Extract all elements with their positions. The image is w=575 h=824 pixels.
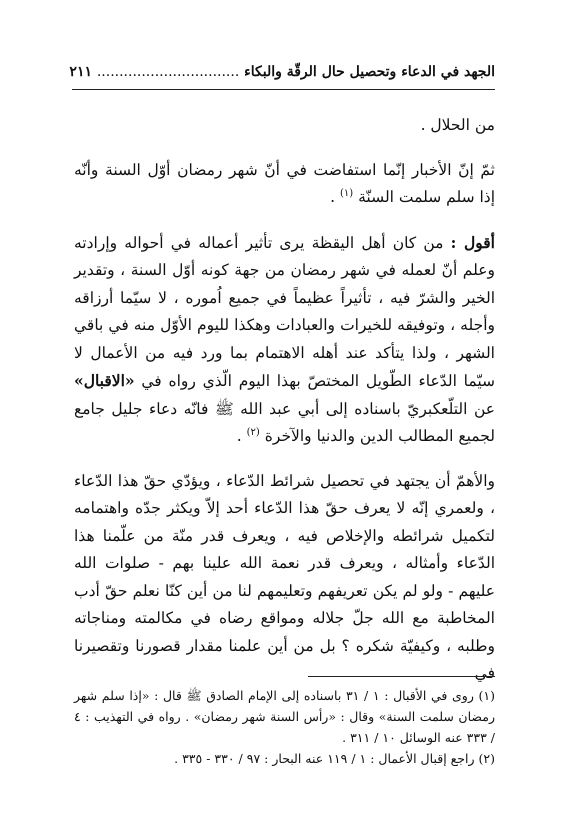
footnote-ref-2[interactable]: (٢) (246, 426, 260, 438)
paragraph-1: من الحلال . (420, 116, 495, 134)
paragraph-3 (74, 229, 495, 451)
book-title-iqbal: «الاقبال» (74, 371, 135, 390)
paragraph-3-lead: أقول : (450, 232, 495, 252)
header-leader-dots: ................................ (96, 64, 240, 80)
running-header (69, 62, 495, 82)
footnote-rule (308, 676, 495, 677)
header-rule (72, 89, 495, 90)
paragraph-2 (74, 157, 495, 212)
page-number: ٢١١ (69, 64, 92, 80)
footnote-1: (١) روى في الأقبال : ١ / ٣١ باسناده إلى الإمام الصادق ﷺ قال : «إذا سلم شهر رمضان سلمت السنة» وقال : «رأس السنة شهر رمضان» . رواه في التهذيب : ٤ / ٣٣٣ عنه الوسائل ١٠ / ٣١١ . (74, 688, 495, 745)
footnote-2: (٢) راجع إقبال الأعمال : ١ / ١١٩ عنه البحار : ٩٧ / ٣٣٠ - ٣٣٥ . (174, 751, 495, 766)
paragraph-3-text-a: من كان أهل اليقظة يرى تأثير أعماله في أحواله وإرادته وعلم أنّ لعمله في شهر رمضان من جهة كونه أوّل السنة ، وتقدير الخير والشرّ فيه ، تأثيراً عظيماً في جميع اُموره ، لا سيّما أرزاقه وأجله ، وتوفيقه للخيرات والعبادات وهكذا لليوم الأوّل منه في باقي الشهر ، ولذا يتأكد عند أهله الاهتمام بما ورد فيه من الأعمال لا سيّما الدّعاء الطّويل المختصّ بهذا اليوم الّذي رواه في (74, 233, 495, 390)
paragraph-2-text: ثمّ إنّ الأخبار إنّما استفاضت في أنّ شهر رمضان أوّل السنة وأنّه إذا سلم سلمت السنّة (74, 160, 495, 206)
paragraph-2-end: . (330, 188, 340, 206)
paragraph-3-text-b: عن التلّعكبريّ باسناده إلى أبي عبد الله ﷺ فانّه دعاء جليل جامع لجميع المطالب الدين والدنيا والآخرة (74, 399, 495, 445)
footnotes (74, 685, 495, 769)
footnote-ref-1[interactable]: (١) (340, 187, 354, 199)
main-text (74, 112, 495, 688)
paragraph-3-end: . (236, 427, 247, 445)
running-title: الجهد في الدعاء وتحصيل حال الرقّة والبكاء (244, 64, 495, 80)
paragraph-4: والأهمّ أن يجتهد في تحصيل شرائط الدّعاء ، ويؤدّي حقّ هذا الدّعاء ، ولعمري إنّه لا يعرف حقّ هذا الدّعاء أحد إلاّ ويكثر جدّه واهتمامه لتكميل شرائطه والإخلاص فيه ، ويعرف قدر منّة من علّمنا هذا الدّعاء وأمثاله ، ويعرف قدر نعمة الله علينا بهم - صلوات الله عليهم - ولو لم يكن تعريفهم وتعليمهم لنا من أين كنّا نعلم حقّ أدب المخاطبة مع الله جلّ جلاله ومواقع رضاه في مكالمته ومناجاته وطلبه ، وكيفيّة شكره ؟ بل من أين علمنا مقدار قصورنا وتقصيرنا في (74, 471, 495, 682)
